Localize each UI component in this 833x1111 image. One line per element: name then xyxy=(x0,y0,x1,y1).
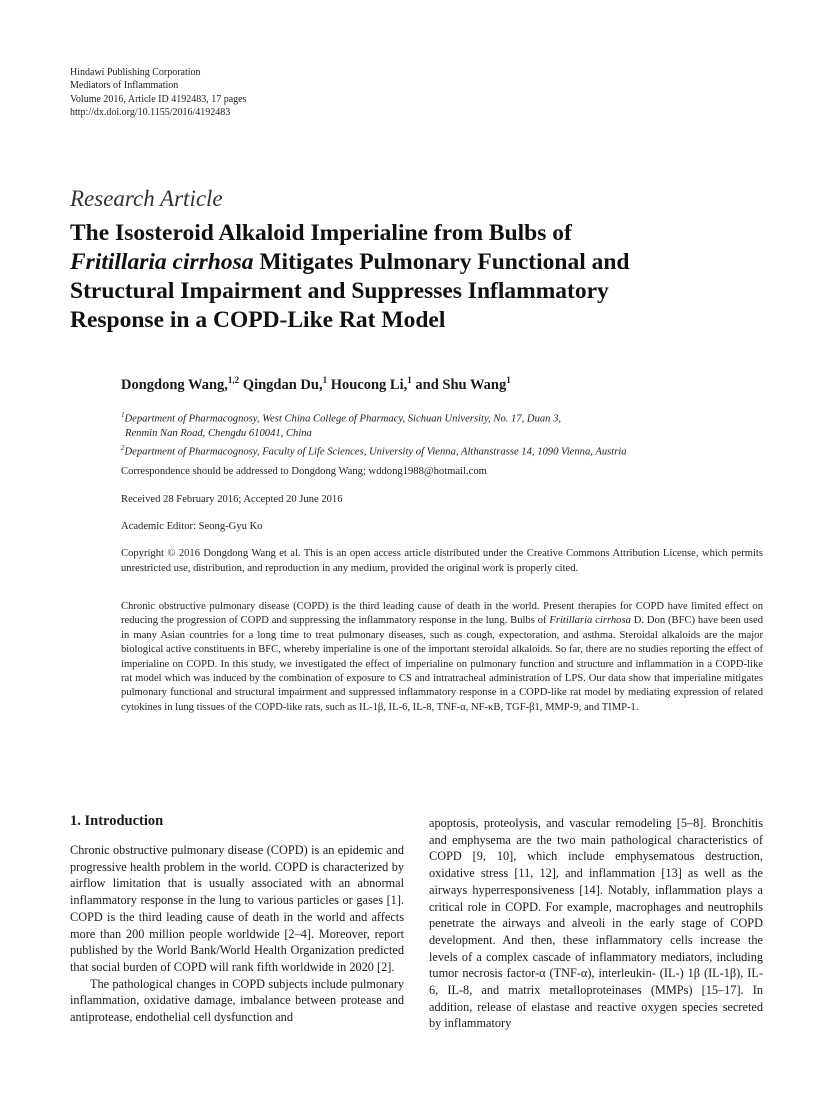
author-name: and Shu Wang xyxy=(411,376,507,393)
received-dates: Received 28 February 2016; Accepted 20 June 2016 xyxy=(121,494,343,505)
correspondence: Correspondence should be addressed to Dongdong Wang; wddong1988@hotmail.com xyxy=(121,466,487,477)
body-paragraph: apoptosis, proteolysis, and vascular remodeling [5–8]. Bronchitis and emphysema are the two main pathological characteristics of COPD [9, 10], which include emphysematous destruction, oxidative stress [11, 12], and inflammation [13] as well as the airways hyperresponsiveness [14]. Notably, inflammation plays a critical role in COPD. For example, macrophages and neutrophils penetrate the airways and alveoli in the early stage of COPD development. And then, these inflammatory cells increase the levels of a complex cascade of inflammatory mediators, including tumor necrosis factor-α (TNF-α), interleukin- (IL-) 1β (IL-1β), IL-6, IL-8, and matrix metalloproteinases (MMPs) [15–17]. In addition, release of elastase and reactive oxygen species secreted by inflammatory xyxy=(429,816,763,1031)
body-paragraph: The pathological changes in COPD subjects include pulmonary inflammation, oxidative damage, imbalance between protease and antiprotease, endothelial cell dysfunction and xyxy=(70,976,404,1025)
publisher-info xyxy=(70,66,246,119)
species-name: Fritillaria cirrhosa xyxy=(549,615,631,627)
title-line: Response in a COPD-Like Rat Model xyxy=(70,307,446,333)
body-paragraph: Chronic obstructive pulmonary disease (COPD) is an epidemic and progressive health problem in the world. COPD is characterized by airflow limitation that is usually associated with an abnormal inflammatory response in the lung to various particles or gases [1]. COPD is the third leading cause of death in the world and affects more than 200 million people worldwide [2–4]. Moreover, report published by the World Bank/World Health Organization predicted that social burden of COPD will rank fifth worldwide in 2020 [2]. xyxy=(70,843,404,974)
title-line xyxy=(70,248,770,277)
right-column xyxy=(429,815,763,1032)
author-affiliation-mark: 1 xyxy=(322,375,328,385)
author-list xyxy=(121,375,511,394)
affiliations xyxy=(121,408,771,459)
publisher-name: Hindawi Publishing Corporation xyxy=(70,67,201,78)
title-line: The Isosteroid Alkaloid Imperialine from Bulbs of xyxy=(70,220,572,246)
section-heading: 1. Introduction xyxy=(70,813,164,829)
doi-link[interactable]: http://dx.doi.org/10.1155/2016/4192483 xyxy=(70,106,231,118)
article-type: Research Article xyxy=(70,186,223,211)
affiliation-mark: 1 xyxy=(121,411,125,419)
affiliation-text: Department of Pharmacognosy, Faculty of Life Sciences, University of Vienna, Althanstrasse 14, 1090 Vienna, Austria xyxy=(124,446,627,458)
title-line: Structural Impairment and Suppresses Inflammatory xyxy=(70,278,609,304)
abstract-text: D. Don (BFC) have been used in many Asian countries for a long time to treat pulmonary diseases, such as cough, expectoration, and asthma. Steroidal alkaloids are the major biological active constituents in BFC, whereby imperialine is one of the important steroidal alkaloids. So far, there are no studies reporting the effect of imperialine on COPD. In this study, we investigated the effect of imperialine on pulmonary function and structure and inflammation in a COPD-like rat model which was induced by the combination of exposure to CS and intratracheal administration of LPS. Our data show that imperialine mitigates pulmonary functional and structural impairment and suppressed inflammatory response in a COPD-like rat model by mediating expression of related cytokines in lung tissues of the COPD-like rats, such as IL-1β, IL-6, IL-8, TNF-α, NF-κB, TGF-β1, MMP-9, and TIMP-1. xyxy=(121,615,763,713)
affiliation-mark: 2 xyxy=(121,443,125,452)
left-column xyxy=(70,842,404,1026)
academic-editor: Academic Editor: Seong-Gyu Ko xyxy=(121,521,263,532)
affiliation-1 xyxy=(121,408,771,427)
affiliation-text: Department of Pharmacognosy, West China College of Pharmacy, Sichuan University, No. 17, Duan 3, xyxy=(124,413,562,425)
abstract xyxy=(121,600,763,715)
author-affiliation-mark: 1 xyxy=(407,375,412,385)
author-affiliation-mark: 1 xyxy=(506,375,511,385)
species-name: Fritillaria cirrhosa xyxy=(70,249,254,275)
abstract-text: Chronic obstructive pulmonary disease (COPD) is the third leading cause of death in the world. Present therapies for COPD have limited effect on reducing the progression of COPD and suppressing the inflammatory response in the lung. Bulbs of xyxy=(121,601,763,627)
author-name: Dongdong Wang, xyxy=(121,376,228,393)
volume-info: Volume 2016, Article ID 4192483, 17 pages xyxy=(70,93,247,105)
journal-name: Mediators of Inflammation xyxy=(70,80,179,92)
author-affiliation-mark: 1,2 xyxy=(227,375,240,385)
affiliation-2 xyxy=(121,441,771,460)
affiliation-1-cont: Renmin Nan Road, Chengdu 610041, China xyxy=(125,427,312,439)
author-name: Qingdan Du, xyxy=(239,376,323,393)
copyright-notice: Copyright © 2016 Dongdong Wang et al. This is an open access article distributed under the Creative Commons Attribution License, which permits unrestricted use, distribution, and reproduction in any medium, provided the original work is properly cited. xyxy=(121,548,763,574)
paper-title xyxy=(70,219,770,335)
author-name: Houcong Li, xyxy=(327,376,408,393)
title-line-rest: Mitigates Pulmonary Functional and xyxy=(253,249,630,275)
